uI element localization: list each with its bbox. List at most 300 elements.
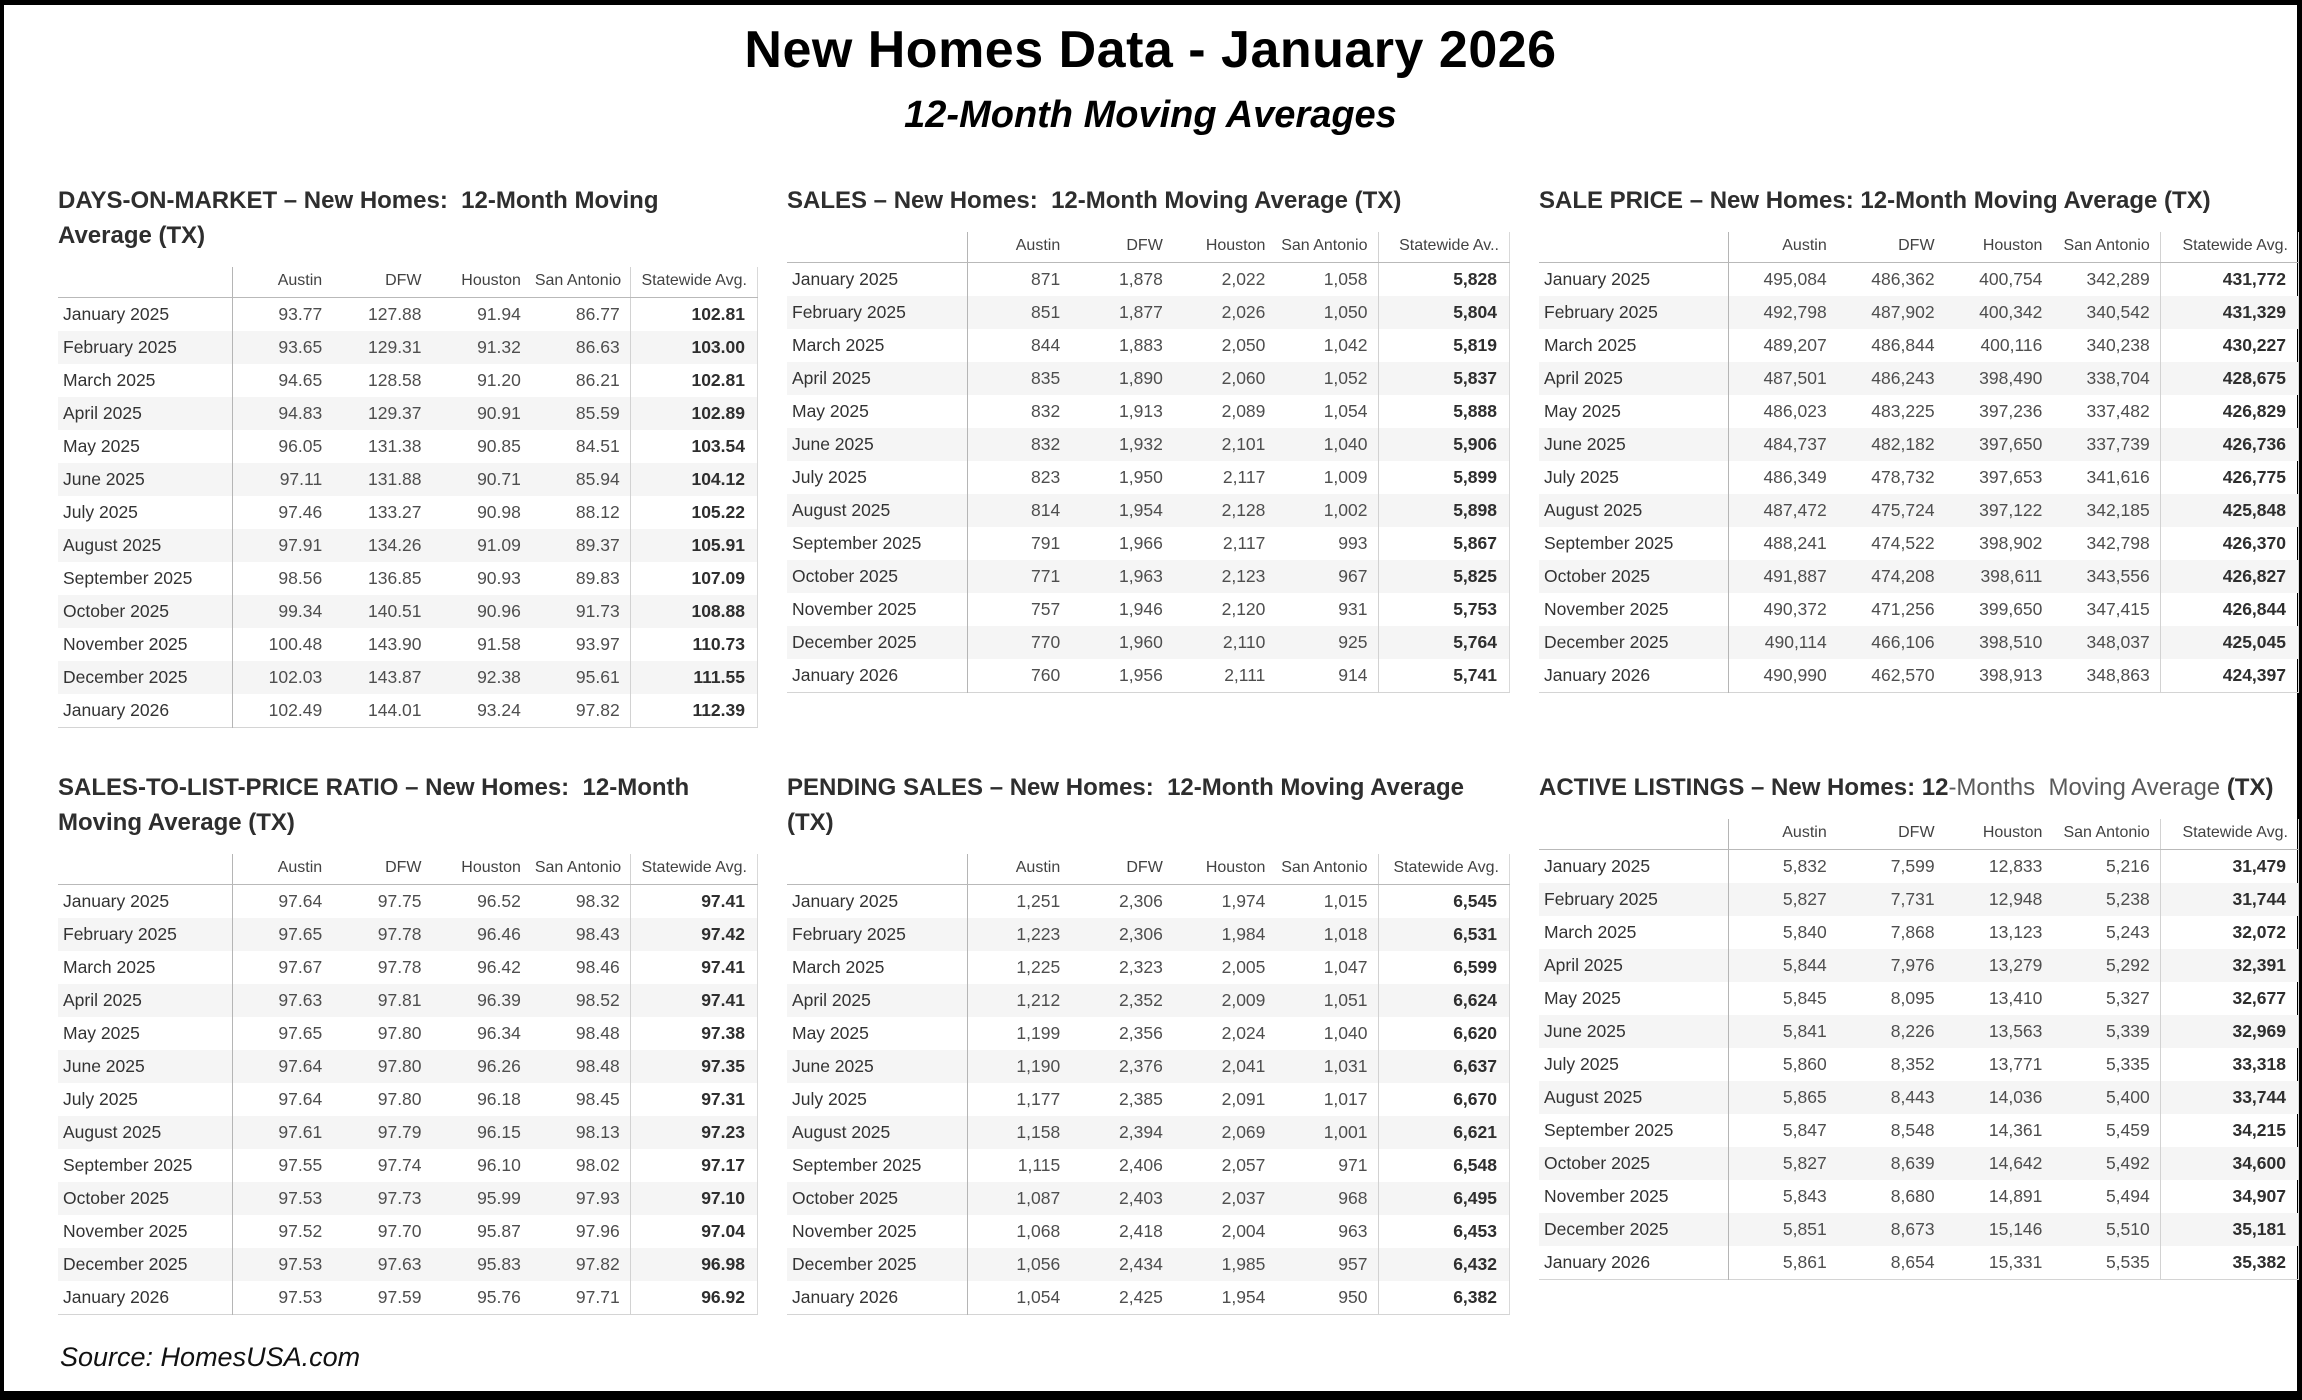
value-cell: 5,335 (2105, 1053, 2150, 1074)
value-cell: 85.94 (575, 468, 620, 489)
month-cell: September 2025 (1539, 1114, 1729, 1147)
month-cell: March 2025 (58, 951, 233, 984)
month-cell: February 2025 (1539, 296, 1729, 329)
value-cell: 487,902 (1871, 301, 1935, 322)
value-cell: 2,394 (1119, 1121, 1163, 1142)
table-row (1539, 362, 2299, 395)
table-row (1539, 982, 2299, 1015)
value-cell: 93.65 (278, 336, 323, 357)
value-cell: 127.88 (368, 303, 422, 324)
value-cell: 760 (1031, 664, 1061, 685)
sales-to-list-price-ratio-table (58, 854, 758, 1315)
value-cell: 5,851 (1782, 1218, 1827, 1239)
value-cell: 2,128 (1221, 499, 1266, 520)
month-cell: January 2026 (58, 694, 233, 728)
sale-price-table (1539, 232, 2299, 693)
value-cell: 134.26 (368, 534, 422, 555)
table-row (787, 1248, 1510, 1281)
title-part: SALE PRICE – New Homes: 12-Month Moving Average (TX) (1539, 186, 2211, 214)
value-cell: 5,459 (2105, 1119, 2150, 1140)
value-cell: 5,844 (1782, 954, 1827, 975)
table-section-days-on-market (58, 183, 758, 728)
value-cell: 97.64 (278, 1088, 323, 1109)
statewide-cell: 32,969 (2160, 1015, 2298, 1048)
table-row (787, 659, 1510, 693)
value-cell: 14,361 (1988, 1119, 2043, 1140)
value-cell: 98.02 (575, 1154, 620, 1175)
table-row (58, 1182, 758, 1215)
statewide-cell: 104.12 (630, 463, 757, 496)
value-cell: 487,501 (1763, 367, 1827, 388)
value-cell: 1,212 (1016, 989, 1061, 1010)
value-cell: 100.48 (268, 633, 323, 654)
value-cell: 15,331 (1988, 1251, 2043, 1272)
statewide-cell: 5,867 (1378, 527, 1510, 560)
value-cell: 968 (1338, 1187, 1368, 1208)
statewide-cell: 426,827 (2160, 560, 2298, 593)
value-cell: 957 (1338, 1253, 1368, 1274)
value-cell: 15,146 (1988, 1218, 2043, 1239)
value-cell: 2,323 (1119, 956, 1163, 977)
value-cell: 342,185 (2086, 499, 2150, 520)
table-row (787, 1149, 1510, 1182)
column-header-dfw: DFW (1070, 854, 1173, 885)
table-row (58, 331, 758, 364)
value-cell: 96.15 (477, 1121, 521, 1142)
value-cell: 2,117 (1222, 466, 1266, 487)
sales-title (787, 183, 1510, 218)
statewide-cell: 6,637 (1378, 1050, 1510, 1083)
page-title: New Homes Data - January 2026 (744, 21, 1557, 79)
statewide-cell: 426,829 (2160, 395, 2298, 428)
month-cell: December 2025 (1539, 626, 1729, 659)
value-cell: 97.82 (575, 1253, 620, 1274)
value-cell: 140.51 (368, 600, 422, 621)
table-row (58, 661, 758, 694)
table-row (58, 430, 758, 463)
statewide-cell: 32,391 (2160, 949, 2298, 982)
month-cell: December 2025 (1539, 1213, 1729, 1246)
table-row (1539, 428, 2299, 461)
value-cell: 91.09 (477, 534, 521, 555)
table-row (1539, 916, 2299, 949)
value-cell: 8,548 (1890, 1119, 1935, 1140)
table-row (58, 397, 758, 430)
value-cell: 97.93 (575, 1187, 620, 1208)
value-cell: 96.34 (477, 1022, 521, 1043)
statewide-cell: 5,837 (1378, 362, 1510, 395)
value-cell: 102.49 (268, 699, 323, 720)
month-cell: January 2026 (58, 1281, 233, 1315)
statewide-cell: 108.88 (630, 595, 757, 628)
value-cell: 398,490 (1979, 367, 2043, 388)
table-row (58, 884, 758, 918)
month-cell: August 2025 (1539, 494, 1729, 527)
value-cell: 91.73 (575, 600, 620, 621)
table-row (58, 595, 758, 628)
value-cell: 971 (1338, 1154, 1368, 1175)
month-cell: January 2025 (58, 884, 233, 918)
table-row (787, 1017, 1510, 1050)
month-cell: August 2025 (1539, 1081, 1729, 1114)
table-row (787, 296, 1510, 329)
value-cell: 95.87 (477, 1220, 521, 1241)
month-column-header (58, 854, 233, 885)
value-cell: 95.61 (575, 666, 620, 687)
table-row (787, 1083, 1510, 1116)
value-cell: 770 (1031, 631, 1061, 652)
value-cell: 2,057 (1221, 1154, 1266, 1175)
value-cell: 98.46 (575, 956, 620, 977)
statewide-cell: 5,819 (1378, 329, 1510, 362)
pending-sales-table (787, 854, 1510, 1315)
month-cell: October 2025 (787, 1182, 968, 1215)
column-header-dfw: DFW (1070, 232, 1173, 263)
month-cell: January 2026 (787, 1281, 968, 1315)
value-cell: 97.96 (575, 1220, 620, 1241)
value-cell: 871 (1031, 268, 1061, 289)
value-cell: 486,844 (1871, 334, 1935, 355)
month-cell: April 2025 (787, 362, 968, 395)
value-cell: 5,494 (2105, 1185, 2150, 1206)
statewide-cell: 426,736 (2160, 428, 2298, 461)
value-cell: 1,009 (1323, 466, 1368, 487)
statewide-cell: 96.98 (630, 1248, 757, 1281)
value-cell: 96.26 (477, 1055, 521, 1076)
statewide-cell: 107.09 (630, 562, 757, 595)
table-row (58, 297, 758, 331)
table-row (1539, 262, 2299, 296)
statewide-cell: 97.04 (630, 1215, 757, 1248)
month-cell: November 2025 (1539, 1180, 1729, 1213)
value-cell: 474,208 (1871, 565, 1935, 586)
value-cell: 1,052 (1323, 367, 1368, 388)
value-cell: 98.48 (575, 1022, 620, 1043)
statewide-cell: 6,382 (1378, 1281, 1510, 1315)
column-header-houston: Houston (1173, 854, 1276, 885)
table-row (1539, 296, 2299, 329)
table-row (1539, 1081, 2299, 1114)
value-cell: 398,611 (1980, 565, 2043, 586)
month-cell: August 2025 (787, 1116, 968, 1149)
value-cell: 90.96 (477, 600, 521, 621)
value-cell: 143.87 (368, 666, 422, 687)
value-cell: 13,123 (1988, 921, 2043, 942)
table-row (1539, 461, 2299, 494)
value-cell: 1,018 (1323, 923, 1368, 944)
table-row (787, 329, 1510, 362)
value-cell: 1,047 (1323, 956, 1368, 977)
value-cell: 5,860 (1782, 1053, 1827, 1074)
value-cell: 90.71 (477, 468, 521, 489)
value-cell: 931 (1338, 598, 1368, 619)
value-cell: 91.58 (477, 633, 521, 654)
value-cell: 1,031 (1323, 1055, 1368, 1076)
value-cell: 5,238 (2105, 888, 2150, 909)
statewide-cell: 97.35 (630, 1050, 757, 1083)
value-cell: 1,946 (1119, 598, 1163, 619)
statewide-cell: 6,621 (1378, 1116, 1510, 1149)
month-cell: September 2025 (58, 562, 233, 595)
value-cell: 851 (1031, 301, 1061, 322)
statewide-cell: 32,677 (2160, 982, 2298, 1015)
value-cell: 5,327 (2105, 987, 2150, 1008)
value-cell: 97.65 (278, 923, 323, 944)
value-cell: 1,890 (1119, 367, 1163, 388)
header-row (58, 854, 758, 885)
value-cell: 1,177 (1016, 1088, 1061, 1109)
statewide-cell: 97.41 (630, 884, 757, 918)
table-row (787, 1215, 1510, 1248)
value-cell: 93.97 (575, 633, 620, 654)
value-cell: 337,739 (2086, 433, 2150, 454)
value-cell: 1,040 (1323, 433, 1368, 454)
month-cell: January 2025 (1539, 849, 1729, 883)
value-cell: 5,827 (1782, 888, 1827, 909)
value-cell: 771 (1031, 565, 1061, 586)
value-cell: 97.55 (278, 1154, 323, 1175)
value-cell: 8,654 (1890, 1251, 1935, 1272)
column-header-austin: Austin (1729, 819, 1837, 850)
value-cell: 1,054 (1016, 1286, 1061, 1307)
value-cell: 97.80 (377, 1022, 422, 1043)
value-cell: 5,400 (2105, 1086, 2150, 1107)
statewide-cell: 97.17 (630, 1149, 757, 1182)
month-cell: May 2025 (787, 395, 968, 428)
value-cell: 13,279 (1988, 954, 2043, 975)
value-cell: 136.85 (368, 567, 422, 588)
value-cell: 1,984 (1221, 923, 1266, 944)
value-cell: 97.11 (279, 468, 323, 489)
month-cell: August 2025 (58, 529, 233, 562)
value-cell: 486,349 (1763, 466, 1827, 487)
value-cell: 484,737 (1763, 433, 1827, 454)
value-cell: 129.37 (368, 402, 422, 423)
month-cell: February 2025 (787, 918, 968, 951)
table-section-active-listings (1539, 770, 2299, 1280)
value-cell: 2,041 (1221, 1055, 1266, 1076)
table-row (1539, 849, 2299, 883)
value-cell: 5,832 (1782, 855, 1827, 876)
table-row (1539, 1147, 2299, 1180)
value-cell: 2,117 (1222, 532, 1266, 553)
table-row (787, 626, 1510, 659)
value-cell: 2,403 (1119, 1187, 1163, 1208)
month-cell: January 2025 (58, 297, 233, 331)
value-cell: 5,865 (1782, 1086, 1827, 1107)
value-cell: 8,226 (1890, 1020, 1935, 1041)
table-row (1539, 593, 2299, 626)
table-row (58, 951, 758, 984)
statewide-cell: 32,072 (2160, 916, 2298, 949)
value-cell: 98.52 (575, 989, 620, 1010)
value-cell: 397,650 (1979, 433, 2043, 454)
value-cell: 13,410 (1988, 987, 2043, 1008)
value-cell: 914 (1338, 664, 1368, 685)
month-cell: March 2025 (787, 951, 968, 984)
title-part: ACTIVE LISTINGS – New Homes: 12 (1539, 773, 1949, 801)
column-header-houston: Houston (432, 267, 531, 298)
value-cell: 1,087 (1016, 1187, 1061, 1208)
value-cell: 98.48 (575, 1055, 620, 1076)
value-cell: 5,216 (2105, 855, 2150, 876)
table-row (1539, 395, 2299, 428)
month-column-header (1539, 819, 1729, 850)
statewide-cell: 6,495 (1378, 1182, 1510, 1215)
column-header-statewide-avg: Statewide Avg. (1378, 854, 1510, 885)
month-cell: October 2025 (58, 595, 233, 628)
value-cell: 1,960 (1119, 631, 1163, 652)
value-cell: 1,158 (1016, 1121, 1061, 1142)
month-cell: October 2025 (1539, 1147, 1729, 1180)
table-row (1539, 626, 2299, 659)
table-row (58, 694, 758, 728)
statewide-cell: 34,600 (2160, 1147, 2298, 1180)
page-subtitle: 12-Month Moving Averages (904, 93, 1397, 136)
statewide-cell: 424,397 (2160, 659, 2298, 693)
sales-to-list-price-ratio-title (58, 770, 758, 840)
days-on-market-title (58, 183, 758, 253)
sale-price-title (1539, 183, 2299, 218)
value-cell: 490,990 (1763, 664, 1827, 685)
value-cell: 97.91 (278, 534, 323, 555)
value-cell: 88.12 (575, 501, 620, 522)
value-cell: 14,891 (1988, 1185, 2043, 1206)
value-cell: 2,306 (1119, 890, 1163, 911)
value-cell: 97.63 (377, 1253, 422, 1274)
value-cell: 5,292 (2105, 954, 2150, 975)
column-header-dfw: DFW (1837, 232, 1945, 263)
statewide-cell: 97.41 (630, 984, 757, 1017)
value-cell: 2,123 (1221, 565, 1266, 586)
value-cell: 1,051 (1323, 989, 1368, 1010)
value-cell: 96.52 (477, 890, 521, 911)
value-cell: 97.70 (377, 1220, 422, 1241)
value-cell: 1,251 (1016, 890, 1061, 911)
value-cell: 96.39 (477, 989, 521, 1010)
column-header-statewide-av: Statewide Av.. (1378, 232, 1510, 263)
value-cell: 97.46 (278, 501, 323, 522)
month-cell: July 2025 (787, 461, 968, 494)
value-cell: 96.46 (477, 923, 521, 944)
month-cell: June 2025 (1539, 1015, 1729, 1048)
header-row (787, 232, 1510, 263)
month-cell: July 2025 (58, 496, 233, 529)
statewide-cell: 6,548 (1378, 1149, 1510, 1182)
title-part: (TX) (2226, 773, 2274, 801)
value-cell: 91.94 (477, 303, 521, 324)
statewide-cell: 5,764 (1378, 626, 1510, 659)
column-header-dfw: DFW (332, 854, 431, 885)
value-cell: 13,771 (1988, 1053, 2043, 1074)
month-cell: April 2025 (58, 397, 233, 430)
statewide-cell: 97.38 (630, 1017, 757, 1050)
value-cell: 397,236 (1979, 400, 2043, 421)
month-column-header (787, 232, 968, 263)
table-row (1539, 494, 2299, 527)
column-header-statewide-avg: Statewide Avg. (2160, 232, 2298, 263)
statewide-cell: 6,599 (1378, 951, 1510, 984)
value-cell: 488,241 (1763, 532, 1827, 553)
value-cell: 2,111 (1224, 664, 1266, 685)
value-cell: 1,877 (1119, 301, 1163, 322)
value-cell: 97.78 (377, 956, 422, 977)
statewide-cell: 103.00 (630, 331, 757, 364)
column-header-san-antonio: San Antonio (2052, 819, 2160, 850)
value-cell: 337,482 (2086, 400, 2150, 421)
table-row (58, 1116, 758, 1149)
value-cell: 400,754 (1979, 268, 2043, 289)
column-header-statewide-avg: Statewide Avg. (630, 267, 757, 298)
value-cell: 2,406 (1119, 1154, 1163, 1175)
month-cell: March 2025 (787, 329, 968, 362)
table-row (787, 884, 1510, 918)
month-cell: September 2025 (1539, 527, 1729, 560)
value-cell: 7,976 (1890, 954, 1935, 975)
value-cell: 2,385 (1119, 1088, 1163, 1109)
column-header-houston: Houston (432, 854, 531, 885)
value-cell: 91.20 (477, 369, 521, 390)
value-cell: 7,868 (1890, 921, 1935, 942)
value-cell: 1,002 (1323, 499, 1368, 520)
value-cell: 482,182 (1871, 433, 1935, 454)
value-cell: 5,243 (2105, 921, 2150, 942)
table-row (58, 1017, 758, 1050)
value-cell: 5,840 (1782, 921, 1827, 942)
statewide-cell: 6,453 (1378, 1215, 1510, 1248)
value-cell: 495,084 (1763, 268, 1827, 289)
column-header-statewide-avg: Statewide Avg. (2160, 819, 2298, 850)
value-cell: 2,050 (1221, 334, 1266, 355)
column-header-san-antonio: San Antonio (531, 267, 630, 298)
value-cell: 97.53 (278, 1286, 323, 1307)
table-row (787, 362, 1510, 395)
value-cell: 2,004 (1221, 1220, 1266, 1241)
column-header-san-antonio: San Antonio (531, 854, 630, 885)
month-cell: August 2025 (58, 1116, 233, 1149)
value-cell: 97.74 (377, 1154, 422, 1175)
table-row (1539, 1246, 2299, 1280)
month-cell: October 2025 (58, 1182, 233, 1215)
sales-table (787, 232, 1510, 693)
title-part: PENDING SALES – New Homes: 12-Month Moving Average (TX) (787, 773, 1471, 836)
table-row (1539, 527, 2299, 560)
value-cell: 14,642 (1988, 1152, 2043, 1173)
value-cell: 478,732 (1871, 466, 1935, 487)
active-listings-title (1539, 770, 2299, 805)
table-row (787, 262, 1510, 296)
value-cell: 471,256 (1871, 598, 1935, 619)
statewide-cell: 112.39 (630, 694, 757, 728)
value-cell: 133.27 (368, 501, 422, 522)
statewide-cell: 5,899 (1378, 461, 1510, 494)
table-row (787, 1116, 1510, 1149)
table-row (58, 1281, 758, 1315)
statewide-cell: 5,804 (1378, 296, 1510, 329)
pending-sales-title (787, 770, 1510, 840)
value-cell: 95.83 (477, 1253, 521, 1274)
value-cell: 97.52 (278, 1220, 323, 1241)
value-cell: 2,037 (1221, 1187, 1266, 1208)
value-cell: 399,650 (1979, 598, 2043, 619)
month-cell: June 2025 (787, 428, 968, 461)
value-cell: 94.65 (278, 369, 323, 390)
statewide-cell: 5,906 (1378, 428, 1510, 461)
month-cell: July 2025 (1539, 1048, 1729, 1081)
value-cell: 791 (1031, 532, 1061, 553)
value-cell: 1,985 (1221, 1253, 1266, 1274)
value-cell: 86.63 (575, 336, 620, 357)
